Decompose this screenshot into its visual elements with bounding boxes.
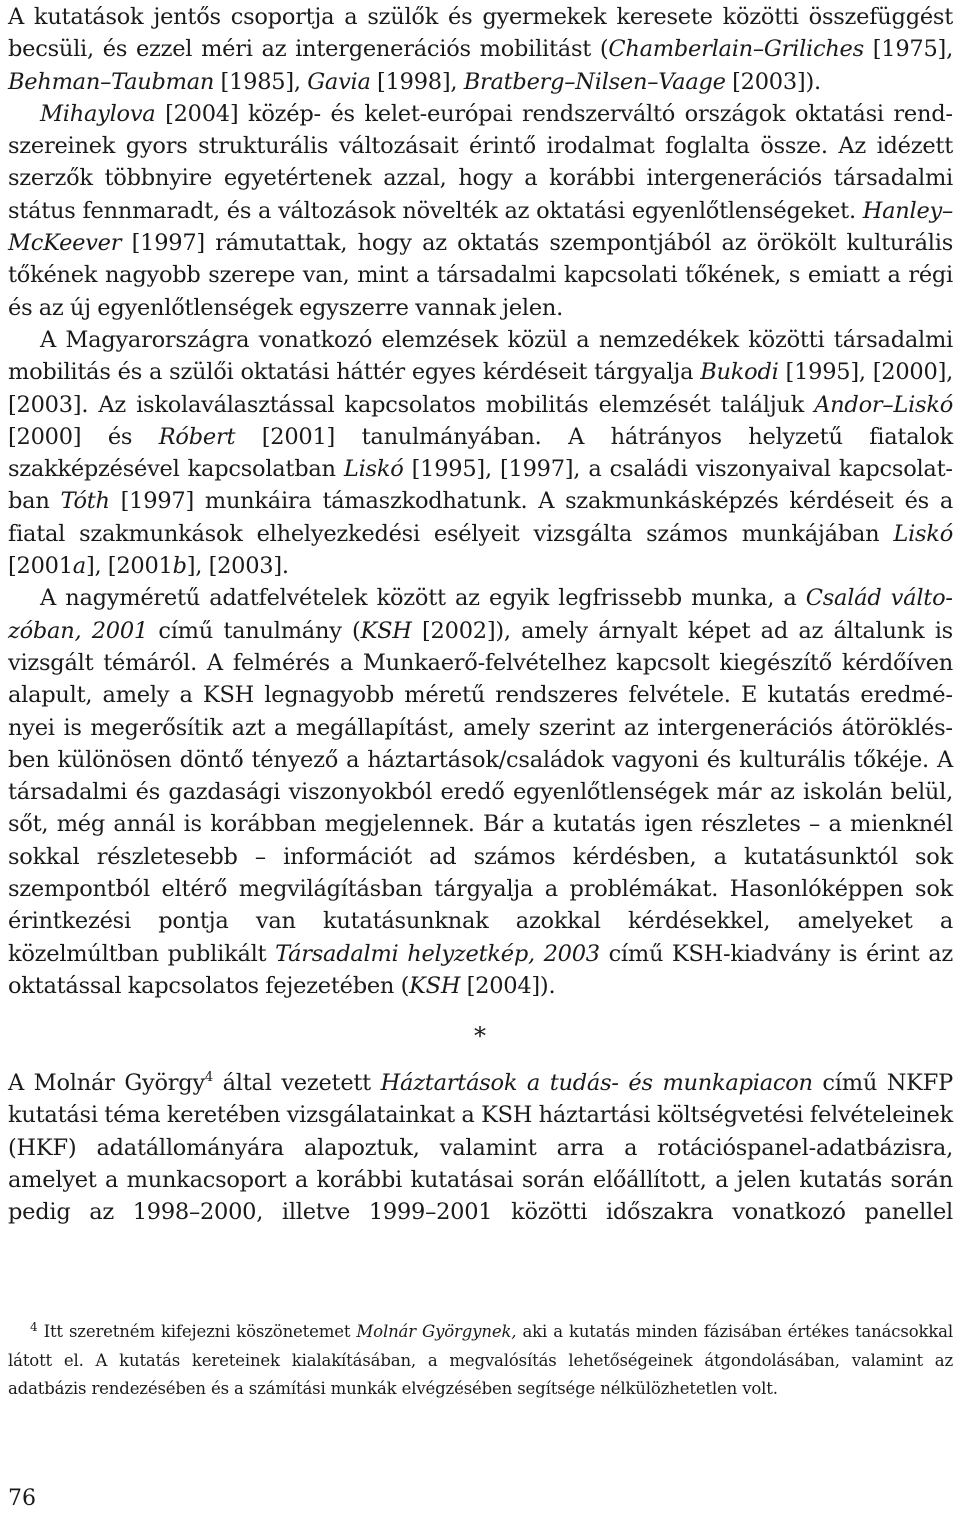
text-run: című KSH-kiadvány is érint az oktatással kapcsolatos fejezetében ( — [8, 940, 953, 999]
footnote-text — [8, 1318, 953, 1404]
text-run: [1997] rámutattak, hogy az oktatás szempontjából az örökölt kulturális tőkének nagyobb szerepe van, mint a társadalmi kapcsolati tőkének, s emiatt a régi és az új egyenlőtlenségek egyszerre vannak jelen. — [8, 230, 953, 321]
body-text-upper — [8, 1, 953, 1002]
text-run: [2004]). — [460, 972, 556, 999]
italic-run: Bukodi — [700, 359, 779, 386]
italic-run: KSH — [360, 617, 412, 644]
italic-run: Tóth — [60, 488, 110, 515]
italic-run: Chamberlain–Griliches — [608, 36, 864, 63]
text-run: A Magyarországra vonatkozó elemzések közül a nemzedékek közötti társadalmi mobilitás és a szülői oktatási háttér egyes kérdéseit tárgyalja — [8, 326, 953, 386]
italic-run: Róbert — [158, 423, 236, 450]
italic-run: Család változóban, 2001 — [8, 585, 953, 644]
text-run: [1997] munkáira támaszkodhatunk. A szakmunkásképzés kérdéseit és a fiatal szakmunkások elhelyezkedési esélyeit vizsgálta számos munkájában — [8, 488, 953, 547]
body-text-lower — [8, 1067, 953, 1228]
paragraph-4 — [8, 582, 953, 1002]
footnote-reference: 4 — [204, 1070, 213, 1085]
text-run: című tanulmány ( — [147, 617, 361, 644]
italic-run: Hanley–McKeever — [8, 197, 953, 257]
italic-run: Társadalmi helyzetkép, 2003 — [275, 940, 600, 967]
footnote-body — [8, 1322, 953, 1398]
text-run: [2004] közép- és kelet-európai rendszerváltó országok oktatási rendszereinek gyors strukturális változásait érintő irodalmat foglalta össze. Az idézett szerzők többnyire egyetértenek azzal, hogy a korábbi intergenerációs társadalmi státus fennmaradt, és a változások növelték az oktatási egyenlőtlenségeket. — [8, 100, 953, 224]
text-run: [1995], [1997], a családi viszonyaival kapcsolatban — [8, 456, 954, 515]
italic-run: Liskó — [343, 456, 404, 483]
italic-run: Gavia — [307, 68, 371, 95]
italic-run: a — [72, 553, 86, 580]
text-run: A kutatások jentős csoportja a szülők és gyermekek keresete közötti összefüggést becsüli, és ezzel méri az intergenerációs mobilitást ( — [8, 4, 953, 63]
italic-run: Andor–Liskó — [814, 391, 953, 418]
footnote — [8, 1318, 953, 1404]
italic-run: Molnár Györgynek, — [356, 1322, 517, 1341]
text-run: [1998], — [370, 68, 464, 95]
text-run: című NKFP kutatási téma keretében vizsgálatainkat a KSH háztartási költségvetési felvételeinek (HKF) adatállományára alapoztuk, valamint arra a rotációspanel-adatbázisra, amelyet a munkacsoport a korábbi kutatásai során előállított, a jelen kutatás során pedig az 1998–2000, illetve 1999–2001 közötti időszakra vonatkozó panellel — [8, 1070, 953, 1226]
text-run: ], [2003]. — [186, 553, 289, 580]
italic-run: b — [172, 553, 187, 580]
italic-run: Liskó — [893, 520, 953, 547]
text-run: [1975], — [863, 36, 953, 63]
text-run: [2001 — [8, 553, 73, 580]
italic-run: KSH — [409, 972, 461, 999]
page-number: 76 — [8, 1486, 36, 1511]
paragraph-5 — [8, 1067, 953, 1228]
paragraph-2 — [8, 98, 953, 324]
text-run: [2002]), amely árnyalt képet ad az általunk is vizsgált témáról. A felmérés a Munkaerő-felvételhez kapcsolt kiegészítő kérdőíven alapult, amely a KSH legnagyobb méretű rendszeres felvétele. E kutatás eredményei is megerősítik azt a megállapítást, amely szerint az intergenerációs átöröklésben különösen döntő tényező a háztartások/családok vagyoni és kulturális tőkéje. A társadalmi és gazdasági viszonyokból eredő egyenlőtlenségek már az iskolán belül, sőt, még annál is korábban megjelennek. Bár a kutatás igen részletes – a mienknél sokkal részletesebb – információt ad számos kérdésben, a kutatásunktól sok szempontból eltérő megvilágításban tárgyalja a problémákat. Hasonlóképpen sok érintkezési pontja van kutatásunknak azokkal kérdésekkel, amelyeket a közelmúltban publikált — [8, 617, 953, 967]
italic-run: Behman–Taubman — [8, 68, 215, 95]
text-run: ], [2001 — [85, 553, 173, 580]
italic-run: Mihaylova — [40, 100, 156, 127]
text-run: [2001] tanulmányában. A hátrányos helyzetű fiatalok szakképzésével kapcsolatban — [8, 423, 954, 483]
text-run: [1985], — [214, 68, 308, 95]
section-separator: * — [474, 1022, 486, 1050]
text-run: [1995], [2000], [2003]. Az iskolaválasztással kapcsolatos mobilitás elemzését találjuk — [8, 359, 953, 418]
paragraph-3 — [8, 324, 953, 582]
text-run: A Molnár György — [8, 1070, 205, 1096]
text-run: aki a kutatás minden fázisában értékes tanácsokkal látott el. A kutatás kereteinek kialakításában, a megvalósítás lehetőségeinek átgondolásában, valamint az adatbázis rendezésében és a számítási munkák elvégzésében segítsége nélkülözhetetlen volt. — [8, 1322, 953, 1398]
italic-run: Háztartások a tudás- és munkapiacon — [380, 1070, 813, 1096]
text-run: [2003]). — [725, 68, 821, 95]
text-run: A nagyméretű adatfelvételek között az egyik legfrissebb munka, a — [40, 585, 806, 612]
text-run: által vezetett — [212, 1070, 381, 1096]
text-run: [2000] és — [8, 423, 159, 450]
text-run: Itt szeretném kifejezni köszönetemet — [37, 1322, 357, 1341]
paragraph-1 — [8, 1, 953, 98]
italic-run: Bratberg–Nilsen–Vaage — [463, 68, 726, 95]
footnote-marker: 4 — [30, 1320, 38, 1334]
